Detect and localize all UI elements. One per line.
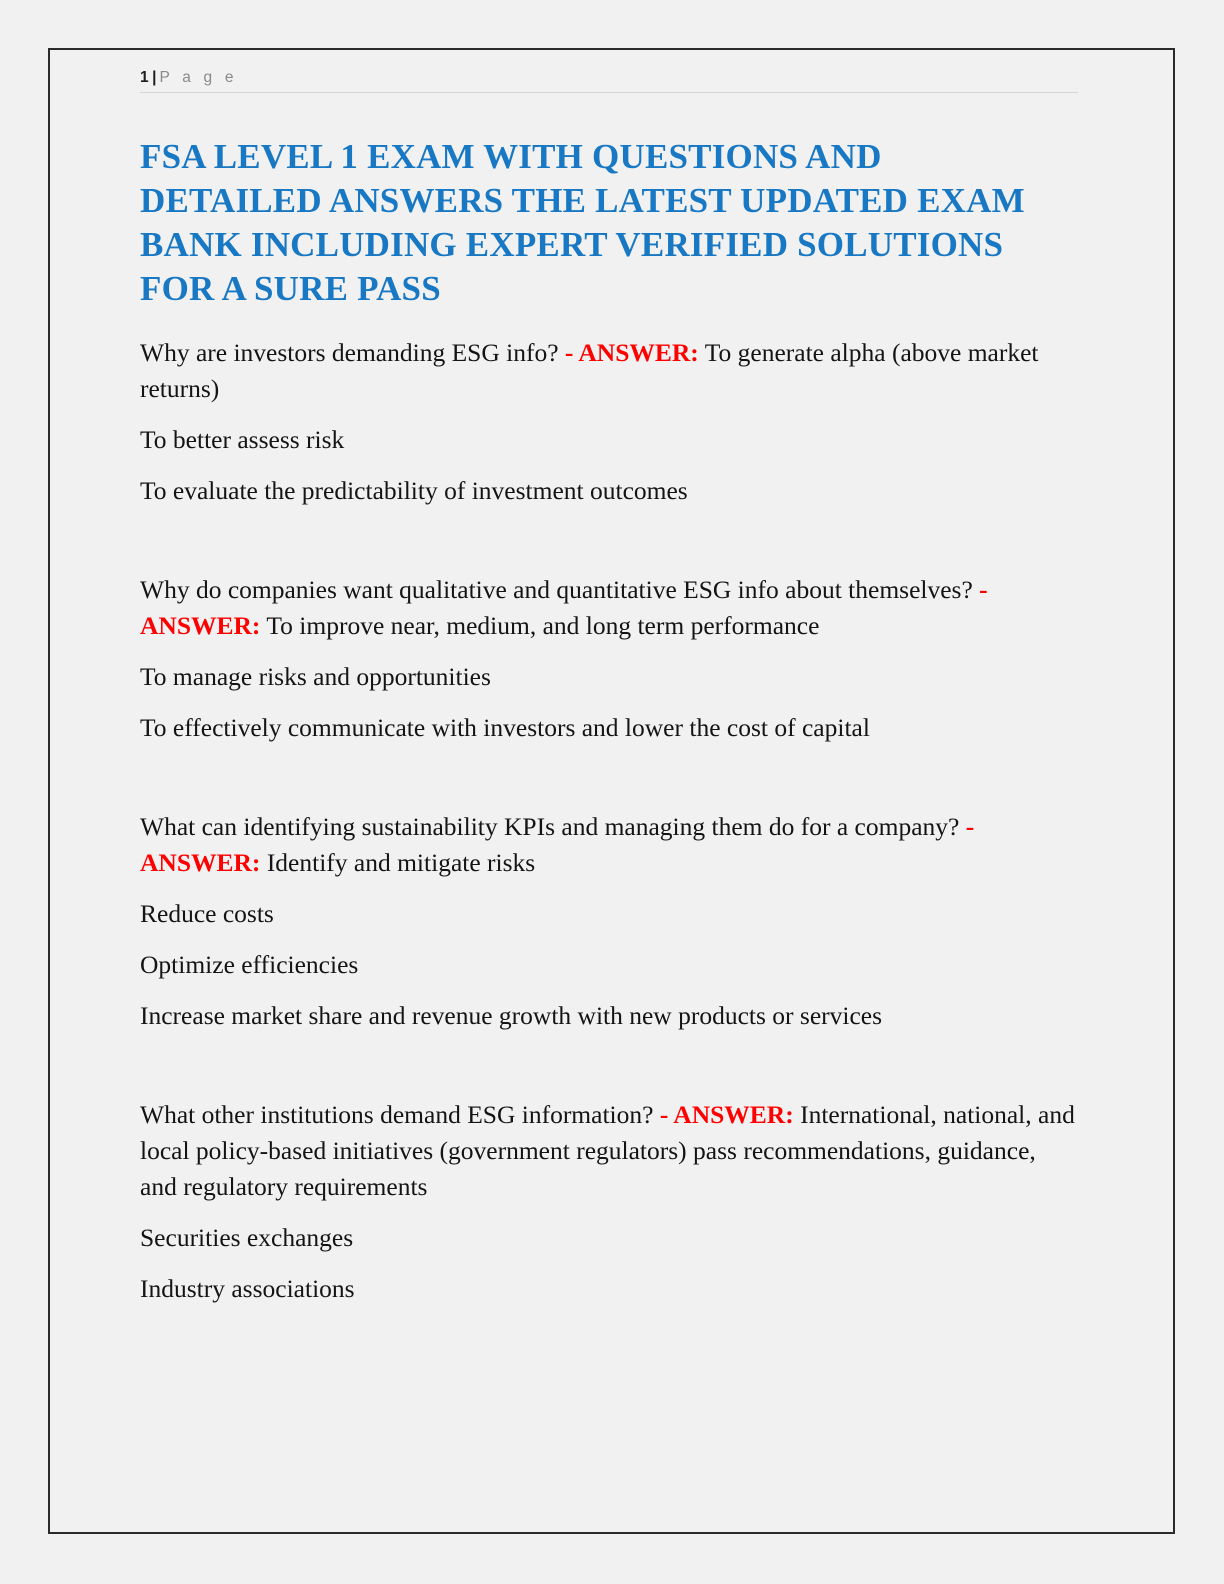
qa-question-answer-paragraph <box>140 809 1075 881</box>
question-text: What can identifying sustainability KPIs and managing them do for a company? <box>140 812 960 841</box>
qa-block <box>140 572 1080 746</box>
answer-text: To improve near, medium, and long term performance <box>266 611 820 640</box>
header-divider <box>140 92 1078 93</box>
header-page-word: P a g e <box>159 69 238 86</box>
qa-block <box>140 1097 1080 1307</box>
answer-bullet-line: Reduce costs <box>140 899 274 928</box>
qa-question-answer-paragraph <box>140 572 1075 644</box>
question-text: What other institutions demand ESG information? <box>140 1100 654 1129</box>
header-page-number: 1 <box>140 69 150 86</box>
page-content-area <box>140 68 1080 1370</box>
answer-text: International, national, and local policy-based initiatives (government regulators) pass recommendations, guidance, and regulatory requirements <box>140 1100 1075 1201</box>
answer-bullet-line: To evaluate the predictability of investment outcomes <box>140 476 688 505</box>
answer-label: - ANSWER: <box>564 338 699 367</box>
answer-label: - ANSWER: <box>140 575 988 640</box>
document-page <box>48 48 1175 1534</box>
qa-blocks <box>140 335 1080 1307</box>
answer-bullet-line: To effectively communicate with investors and lower the cost of capital <box>140 713 870 742</box>
qa-question-answer-paragraph <box>140 335 1075 407</box>
answer-bullet-line: Increase market share and revenue growth with new products or services <box>140 1001 883 1030</box>
qa-block <box>140 809 1080 1034</box>
qa-question-answer-paragraph <box>140 1097 1075 1205</box>
answer-bullet-line: Securities exchanges <box>140 1223 354 1252</box>
question-text: Why do companies want qualitative and quantitative ESG info about themselves? <box>140 575 973 604</box>
answer-text: Identify and mitigate risks <box>266 848 536 877</box>
answer-label: - ANSWER: <box>140 812 975 877</box>
answer-bullet-line: To manage risks and opportunities <box>140 662 491 691</box>
answer-text: To generate alpha (above market returns) <box>140 338 1039 403</box>
answer-bullet-line: To better assess risk <box>140 425 345 454</box>
question-text: Why are investors demanding ESG info? <box>140 338 559 367</box>
qa-block <box>140 335 1080 509</box>
header-separator: | <box>152 69 157 86</box>
running-header <box>140 68 1080 99</box>
answer-bullet-line: Industry associations <box>140 1274 355 1303</box>
answer-bullet-line: Optimize efficiencies <box>140 950 359 979</box>
document-title: FSA LEVEL 1 EXAM WITH QUESTIONS AND DETAILED ANSWERS THE LATEST UPDATED EXAM BANK INCLUDING EXPERT VERIFIED SOLUTIONS FOR A SURE PASS <box>140 137 1025 308</box>
answer-label: - ANSWER: <box>659 1100 794 1129</box>
